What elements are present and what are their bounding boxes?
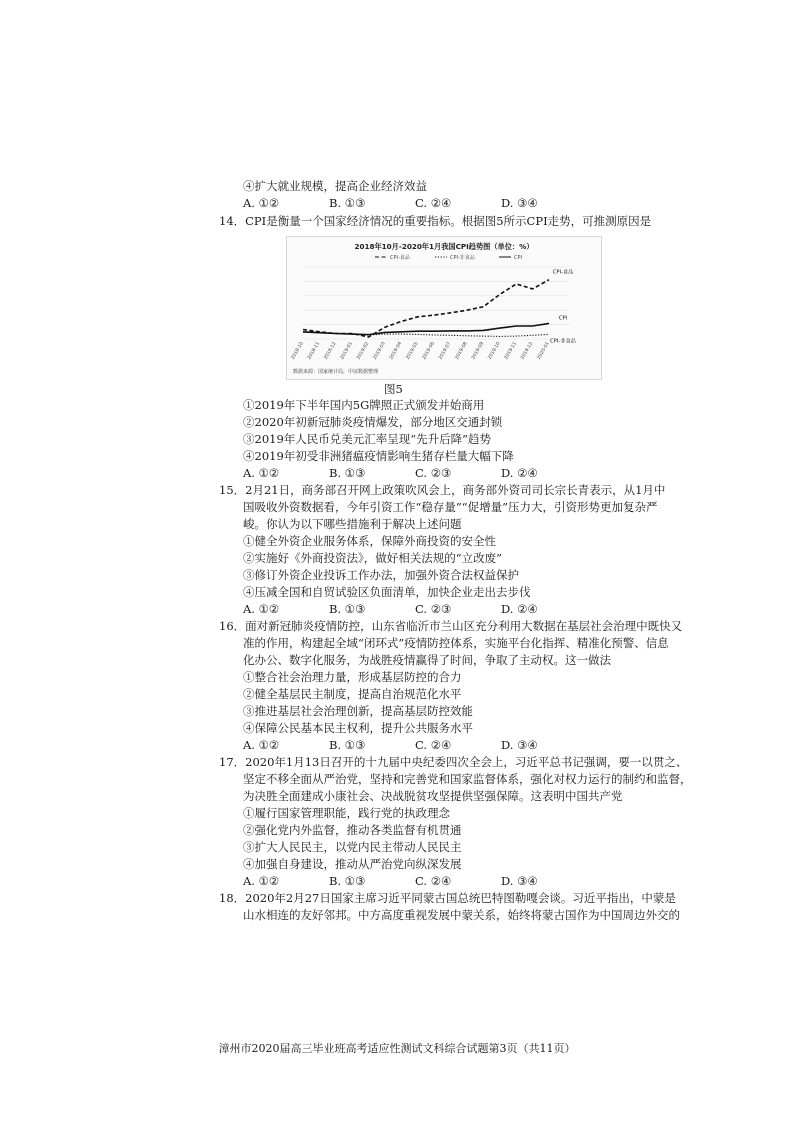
series-end-label-2: CPI: [558, 315, 568, 322]
series-line-0: [303, 280, 549, 337]
q16-stem-line-1: 16．面对新冠肺炎疫情防控，山东省临沂市兰山区充分利用大数据在基层社会治理中既快又: [219, 619, 683, 633]
chart-source: 数据来源：国家统计局，中证数据整理: [293, 369, 379, 375]
x-tick-label: 2019-02: [356, 341, 371, 361]
x-tick-label: 2019-12: [520, 341, 535, 361]
q17-option-2: ②强化党内外监督，推动各类监督有机贯通: [243, 823, 462, 837]
q16-option-2: ②健全基层民主制度，提高自治规范化水平: [243, 687, 462, 701]
choice-a: A. ①②: [243, 196, 280, 210]
chart-title: 2018年10月-2020年1月我国CPI趋势图（单位：%）: [354, 242, 534, 251]
choice-d: D. ③④: [501, 874, 538, 888]
choice-c: C. ②③: [415, 466, 452, 480]
q14-option-1: ①2019年下半年国内5G牌照正式颁发并始商用: [243, 398, 485, 412]
q13-option-4: ④扩大就业规模，提高企业经济效益: [243, 179, 427, 193]
series-line-2: [303, 323, 549, 334]
q17-stem-line-2: 坚定不移全面从严治党，坚持和完善党和国家监督体系，强化对权力运行的制约和监督，: [243, 772, 692, 786]
choice-c: C. ②④: [415, 874, 452, 888]
choice-b: B. ①③: [329, 602, 366, 616]
x-tick-label: 2019-05: [405, 341, 420, 361]
q17-choices: [243, 873, 587, 889]
x-tick-label: 2019-01: [340, 341, 354, 361]
choice-d: D. ②④: [501, 602, 538, 616]
page-footer: 漳州市2020届高三毕业班高考适应性测试文科综合试题第3页（共11页）: [218, 1042, 576, 1055]
series-end-label-0: CPI-食品: [552, 269, 574, 276]
x-tick-label: 2019-08: [454, 341, 469, 361]
choice-b: B. ①③: [329, 874, 366, 888]
q17-option-4: ④加强自身建设，推动从严治党向纵深发展: [243, 857, 462, 871]
q17-stem-line-1: 17．2020年1月13日召开的十九届中央纪委四次全会上，习近平总书记强调，要一以贯之、: [219, 755, 688, 769]
cpi-chart-svg: [287, 237, 601, 379]
choice-d: D. ③④: [501, 738, 538, 752]
choice-b: B. ①③: [329, 738, 366, 752]
q17-stem-line-3: 为决胜全面建成小康社会、决战脱贫攻坚提供坚强保障。这表明中国共产党: [243, 789, 623, 803]
q15-stem-line-2: 国吸收外资数据看，今年引资工作“稳存量”“促增量”压力大，引资形势更加复杂严: [243, 500, 658, 514]
choice-c: C. ②③: [415, 602, 452, 616]
q16-stem-line-3: 化办公、数字化服务，为战胜疫情赢得了时间，争取了主动权。这一做法: [243, 653, 611, 667]
q15-choices: [243, 601, 587, 617]
q16-option-1: ①整合社会治理力量，形成基层防控的合力: [243, 670, 462, 684]
q14-option-3: ③2019年人民币兑美元汇率呈现“先升后降”趋势: [243, 432, 492, 446]
q16-stem-line-2: 准的作用，构建起全域“闭环式”疫情防控体系，实施平台化指挥、精准化预警、信息: [243, 636, 669, 650]
q16-option-4: ④保障公民基本民主权利，提升公共服务水平: [243, 721, 473, 735]
x-tick-label: 2018-10: [290, 341, 305, 361]
choice-d: D. ②④: [501, 466, 538, 480]
q15-option-3: ③修订外资企业投诉工作办法，加强外资合法权益保护: [243, 568, 519, 582]
x-tick-label: 2019-10: [487, 341, 502, 361]
legend-label-1: CPI-非食品: [450, 255, 475, 261]
x-tick-label: 2020-01: [536, 341, 551, 361]
q15-option-2: ②实施好《外商投资法》，做好相关法规的“立改废”: [243, 551, 503, 565]
legend-label-2: CPI: [514, 255, 522, 261]
q13-choices: [243, 195, 587, 211]
choice-a: A. ①②: [243, 874, 280, 888]
q17-option-1: ①履行国家管理职能，践行党的执政理念: [243, 806, 450, 820]
choice-d: D. ③④: [501, 196, 538, 210]
x-tick-label: 2019-04: [389, 341, 404, 361]
choice-c: C. ②④: [415, 738, 452, 752]
choice-a: A. ①②: [243, 738, 280, 752]
x-tick-label: 2019-11: [504, 341, 518, 361]
x-tick-label: 2019-07: [438, 341, 453, 361]
q18-stem-line-1: 18．2020年2月27日国家主席习近平同蒙古国总统巴特图勒嘎会谈。习近平指出，中蒙是: [219, 891, 676, 905]
q14-choices: [243, 465, 587, 481]
cpi-trend-chart: [286, 236, 602, 380]
q16-option-3: ③推进基层社会治理创新，提高基层防控效能: [243, 704, 473, 718]
x-tick-label: 2019-09: [471, 341, 486, 361]
x-tick-label: 2019-03: [372, 341, 387, 361]
q14-option-2: ②2020年初新冠肺炎疫情爆发，部分地区交通封锁: [243, 415, 503, 429]
choice-b: B. ①③: [329, 466, 366, 480]
q15-option-4: ④压减全国和自贸试验区负面清单，加快企业走出去步伐: [243, 585, 531, 599]
choice-b: B. ①③: [329, 196, 366, 210]
q15-option-1: ①健全外资企业服务体系，保障外商投资的安全性: [243, 534, 496, 548]
choice-a: A. ①②: [243, 602, 280, 616]
figure-label: 图5: [384, 382, 403, 396]
q16-choices: [243, 737, 587, 753]
q14-stem: 14．CPI是衡量一个国家经济情况的重要指标。根据图5所示CPI走势，可推测原因是: [219, 214, 652, 228]
choice-a: A. ①②: [243, 466, 280, 480]
q18-stem-line-2: 山水相连的友好邻邦。中方高度重视发展中蒙关系，始终将蒙古国作为中国周边外交的: [243, 908, 680, 922]
legend-label-0: CPI-食品: [390, 255, 410, 261]
q14-option-4: ④2019年初受非洲猪瘟疫情影响生猪存栏量大幅下降: [243, 449, 514, 463]
q17-option-3: ③扩大人民民主，以党内民主带动人民民主: [243, 840, 462, 854]
x-tick-label: 2018-12: [323, 341, 338, 361]
q15-stem-line-3: 峻。你认为以下哪些措施利于解决上述问题: [243, 517, 462, 531]
choice-c: C. ②④: [415, 196, 452, 210]
series-end-label-1: CPI-非食品: [550, 338, 576, 345]
x-tick-label: 2019-06: [422, 341, 436, 361]
q15-stem-line-1: 15．2月21日，商务部召开网上政策吹风会上，商务部外资司司长宗长青表示，从1月中: [219, 483, 666, 497]
x-tick-label: 2018-11: [307, 341, 322, 361]
